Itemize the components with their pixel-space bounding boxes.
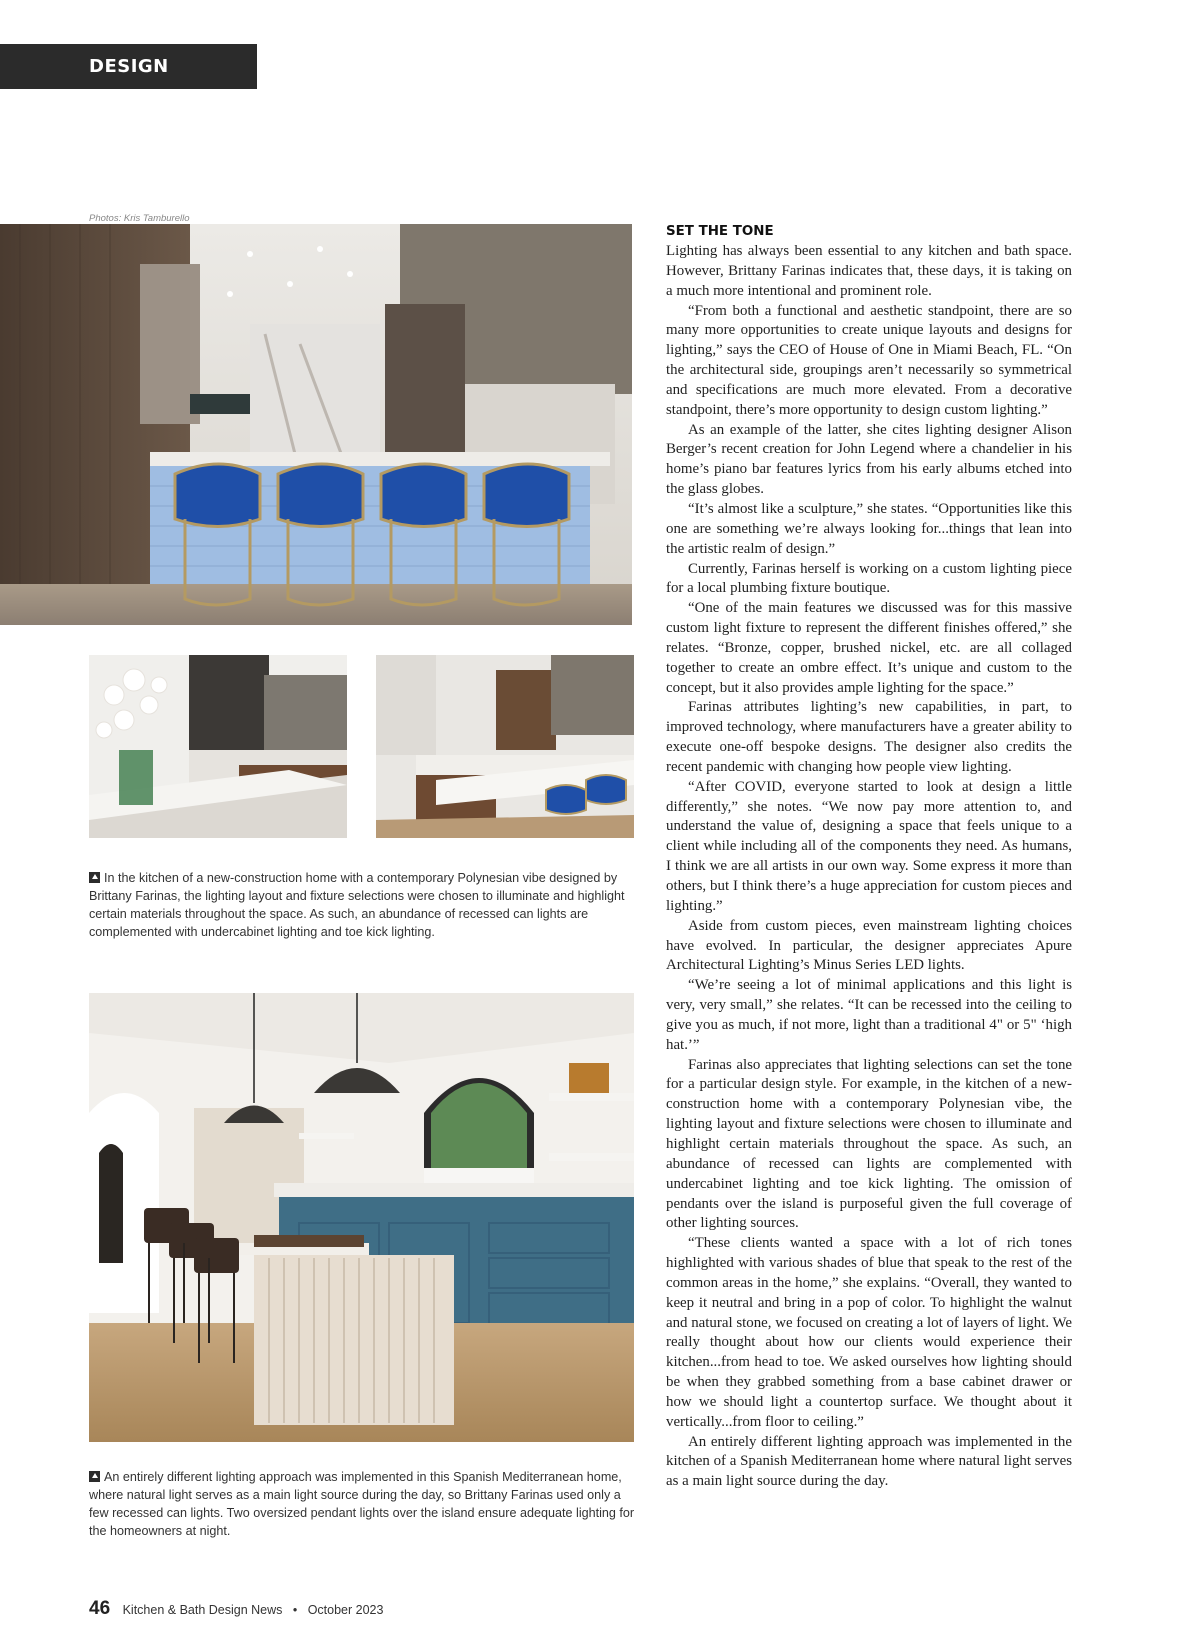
article-paragraph: Farinas attributes lighting’s new capabilities, in part, to improved technology, where manufacturers have a greater ability to execute one-off bespoke designs. The designer also credits the recent pandemic with changing how people view lighting. (666, 699, 1072, 775)
photo-credit: Photos: Kris Tamburello (89, 213, 190, 224)
article-paragraph: Lighting has always been essential to any kitchen and bath space. However, Brittany Farinas indicates that, these days, it is taking on a much more intentional and prominent role. (666, 243, 1072, 299)
kitchen-angle-photo (376, 655, 634, 838)
kitchen-main-photo (0, 224, 632, 625)
article-paragraph: Farinas also appreciates that lighting selections can set the tone for a particular design style. For example, in the kitchen of a new-construction home with a contemporary Polynesian vibe, the lighting layout and fixture selections were chosen to illuminate and highlight certain materials throughout the space. As such, an abundance of recessed can lights are complemented with undercabinet lighting and toe kick lighting. The omission of pendants over the island is purposeful given the full coverage of other lighting sources. (666, 1056, 1072, 1232)
kitchen-orchid-photo (89, 655, 347, 838)
article-paragraph: Aside from custom pieces, even mainstream lighting choices have evolved. In particular, the designer appreciates Apure Architectural Lighting’s Minus Series LED lights. (666, 917, 1072, 974)
article-body (666, 222, 1072, 1492)
caption-mediterranean-text: An entirely different lighting approach was implemented in this Spanish Mediterranean home, where natural light serves as a main light source during the day, so Brittany Farinas used only a few recessed can lights. Two oversized pendant lights over the island ensure adequate lighting for the homeowners at night. (89, 1470, 635, 1538)
article-paragraph: “It’s almost like a sculpture,” she states. “Opportunities like this one are something we’re always looking for...things that lean into the artistic realm of design.” (666, 500, 1072, 557)
caption-arrow-icon (89, 1471, 100, 1482)
publication-name: Kitchen & Bath Design News (122, 1603, 283, 1617)
article-heading: SET THE TONE (666, 224, 774, 239)
issue-date: October 2023 (307, 1603, 384, 1617)
footer-separator: • (292, 1603, 298, 1617)
page-footer (89, 1598, 383, 1620)
caption-arrow-icon (89, 872, 100, 883)
section-label: DESIGN TRENDS (0, 44, 257, 89)
article-paragraph: Currently, Farinas herself is working on a custom lighting piece for a local plumbing fixture boutique. (666, 560, 1072, 597)
article-paragraph: “We’re seeing a lot of minimal applications and this light is very, very small,” she relates. “It can be recessed into the ceiling to give you as much, if not more, light than a traditional 4" or 5" ‘high hat.’” (666, 977, 1072, 1053)
kitchen-mediterranean-photo (89, 993, 634, 1442)
caption-mediterranean (89, 1468, 637, 1540)
caption-polynesian-text: In the kitchen of a new-construction home with a contemporary Polynesian vibe designed by Brittany Farinas, the lighting layout and fixture selections were chosen to illuminate and highlight certain materials throughout the space. As such, an abundance of recessed can lights are complemented with undercabinet lighting and toe kick lighting. (89, 871, 625, 939)
caption-polynesian (89, 869, 637, 941)
article-paragraph: “These clients wanted a space with a lot of rich tones highlighted with various shades of blue that speak to the rest of the common areas in the home,” she explains. “Overall, they wanted to keep it neutral and bring in a pop of color. To highlight the walnut and natural stone, we focused on creating a lot of layers of light. We really thought about how our clients would experience their kitchen...from head to toe. We asked ourselves how lighting should be when they grabbed something from a base cabinet drawer or how we should light a countertop surface. We thought about it vertically...from floor to ceiling.” (666, 1235, 1072, 1430)
article-paragraph: “One of the main features we discussed was for this massive custom light fixture to represent the different finishes offered,” she relates. “Bronze, copper, brushed nickel, etc. are all collaged together to create an ombre effect. It’s unique and custom to the concept, but it also provides ample lighting for the space.” (666, 600, 1072, 696)
page-number: 46 (89, 1598, 111, 1619)
article-paragraph: “After COVID, everyone started to look at design a little differently,” she notes. “We now pay more attention to, and understand the value of, designing a space that feels unique to a client while including all of the components they need. As humans, I think we are all artists in our own way. Some express it more than others, but I think there’s a huge appreciation for custom pieces and lighting.” (666, 778, 1072, 914)
article-paragraph: As an example of the latter, she cites lighting designer Alison Berger’s recent creation for John Legend where a chandelier in his home’s piano bar features lyrics from his early albums etched into the glass globes. (666, 421, 1072, 498)
article-paragraph: An entirely different lighting approach was implemented in the kitchen of a Spanish Mediterranean home where natural light serves as a main light source during the day. (666, 1433, 1072, 1490)
article-paragraph: “From both a functional and aesthetic standpoint, there are so many more opportunities to create unique layouts and designs for lighting,” says the CEO of House of One in Miami Beach, FL. “On the architectural side, groupings aren’t necessarily so symmetrical and specifications are much more elevated. From a decorative standpoint, there’s more opportunity to design custom lighting.” (666, 302, 1072, 418)
